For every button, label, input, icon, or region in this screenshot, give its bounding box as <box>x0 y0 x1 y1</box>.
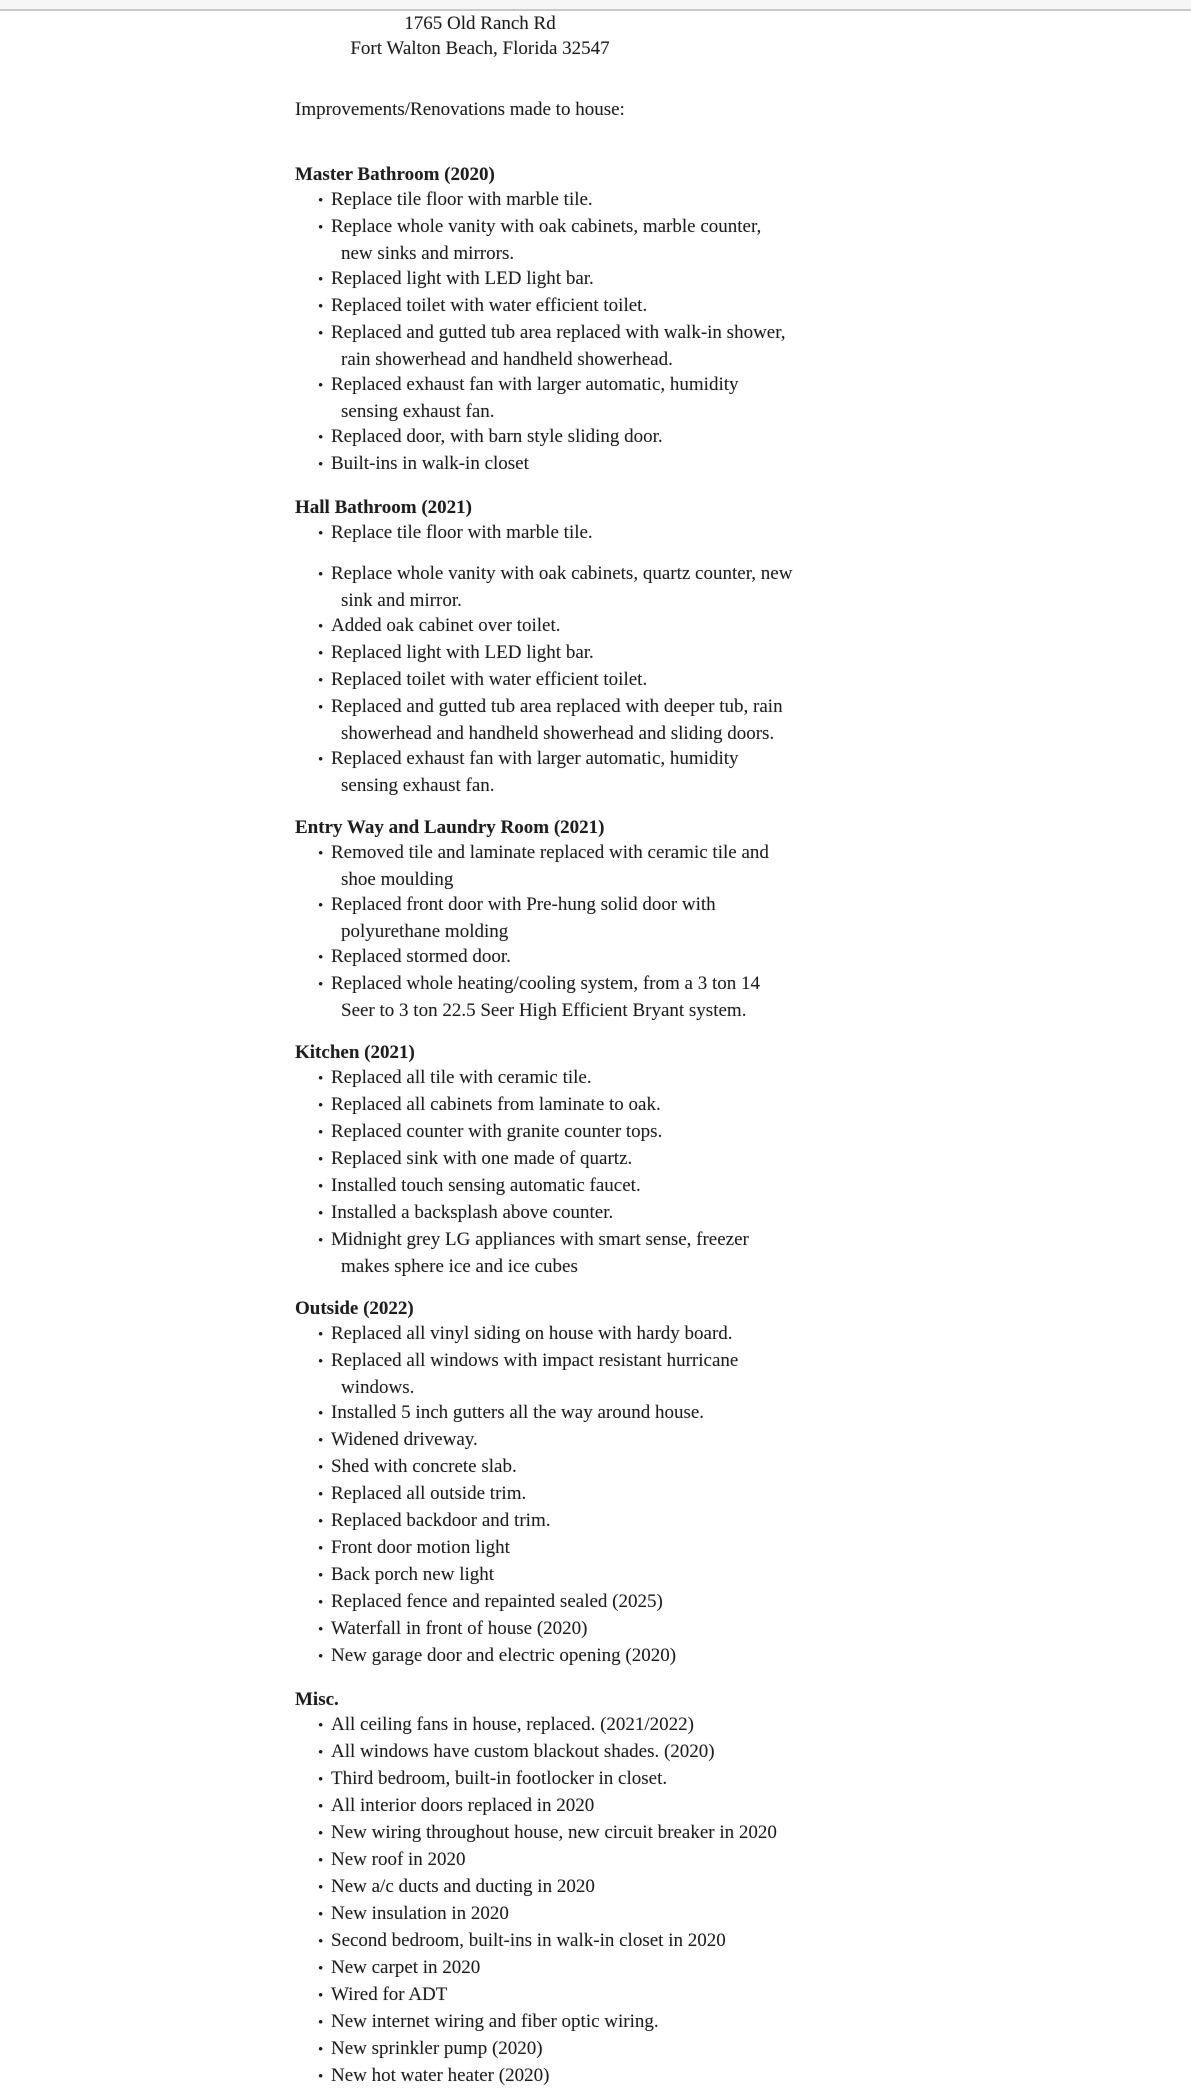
bullet-line <box>318 1847 1191 1874</box>
bullet-icon: • <box>318 1233 324 1249</box>
bullet-text: Wired for ADT <box>331 1984 448 2005</box>
bullet-continuation-line: windows. <box>341 1377 415 1398</box>
bullet-icon: • <box>318 2015 324 2031</box>
bullet-line <box>318 1793 1191 1820</box>
bullet-line <box>318 2009 1191 2036</box>
bullet-line <box>318 1874 1191 1901</box>
bullet-icon: • <box>318 646 324 662</box>
bullet-line <box>318 1562 1191 1589</box>
address-line-1: 1765 Old Ranch Rd <box>404 13 556 34</box>
bullet-icon: • <box>318 1649 324 1665</box>
bullet-line <box>318 640 1191 667</box>
bullet-icon: • <box>318 220 324 236</box>
bullet-line <box>318 1508 1191 1535</box>
bullet-line <box>318 1065 1191 1092</box>
bullet-line <box>318 1901 1191 1928</box>
bullet-text: New garage door and electric opening (2020) <box>331 1645 677 1666</box>
bullet-continuation-line: rain showerhead and handheld showerhead. <box>341 349 673 370</box>
bullet-line <box>318 372 1191 399</box>
bullet-icon: • <box>318 1327 324 1343</box>
bullet-icon: • <box>318 1179 324 1195</box>
document-page <box>0 11 1191 2090</box>
bullet-icon: • <box>318 619 324 635</box>
bullet-icon: • <box>318 977 324 993</box>
bullet-text: Replaced exhaust fan with larger automatic, humidity <box>331 374 739 395</box>
bullet-line <box>318 1119 1191 1146</box>
bullet-text: New wiring throughout house, new circuit breaker in 2020 <box>331 1822 777 1843</box>
bullet-icon: • <box>318 1071 324 1087</box>
bullet-line <box>318 1227 1191 1254</box>
bullet-icon: • <box>318 1961 324 1977</box>
bullet-text: Replaced whole heating/cooling system, from a 3 ton 14 <box>331 973 760 994</box>
bullet-line <box>318 451 1191 478</box>
bullet-text: Waterfall in front of house (2020) <box>331 1618 588 1639</box>
bullet-icon: • <box>318 2069 324 2085</box>
bullet-continuation-line: new sinks and mirrors. <box>341 243 515 264</box>
bullet-text: Replaced counter with granite counter tops. <box>331 1121 663 1142</box>
bullet-icon: • <box>318 430 324 446</box>
bullet-icon: • <box>318 752 324 768</box>
bullet-icon: • <box>318 272 324 288</box>
bullet-line <box>318 840 1191 867</box>
bullet-line <box>318 1348 1191 1375</box>
bullet-line <box>318 1820 1191 1847</box>
bullet-icon: • <box>318 2042 324 2058</box>
bullet-icon: • <box>318 846 324 862</box>
bullet-line <box>318 520 1191 547</box>
bullet-icon: • <box>318 1622 324 1638</box>
bullet-continuation-line: makes sphere ice and ice cubes <box>341 1256 578 1277</box>
bullet-text: Replaced backdoor and trim. <box>331 1510 551 1531</box>
bullet-icon: • <box>318 1460 324 1476</box>
bullet-line <box>318 1982 1191 2009</box>
section-heading: Kitchen (2021) <box>295 1042 415 1063</box>
bullet-icon: • <box>318 1568 324 1584</box>
bullet-icon: • <box>318 1826 324 1842</box>
address-line-2: Fort Walton Beach, Florida 32547 <box>350 38 610 59</box>
bullet-line <box>318 2063 1191 2090</box>
section-heading: Outside (2022) <box>295 1298 414 1319</box>
bullet-line <box>318 1454 1191 1481</box>
bullet-line <box>318 266 1191 293</box>
bullet-icon: • <box>318 1541 324 1557</box>
bullet-line <box>318 667 1191 694</box>
bullet-text: Replace tile floor with marble tile. <box>331 189 593 210</box>
bullet-icon: • <box>318 673 324 689</box>
bullet-icon: • <box>318 1406 324 1422</box>
bullet-icon: • <box>318 1880 324 1896</box>
bullet-text: Replaced exhaust fan with larger automatic, humidity <box>331 748 739 769</box>
bullet-text: Back porch new light <box>331 1564 495 1585</box>
bullet-text: Replaced front door with Pre-hung solid door with <box>331 894 716 915</box>
bullet-icon: • <box>318 1907 324 1923</box>
bullet-text: New a/c ducts and ducting in 2020 <box>331 1876 595 1897</box>
bullet-text: Replaced stormed door. <box>331 946 511 967</box>
bullet-line <box>318 1321 1191 1348</box>
bullet-text: Replaced all tile with ceramic tile. <box>331 1067 592 1088</box>
bullet-line <box>318 424 1191 451</box>
bullet-text: Replace tile floor with marble tile. <box>331 522 593 543</box>
bullet-icon: • <box>318 526 324 542</box>
bullet-line <box>318 1766 1191 1793</box>
bullet-line <box>318 1928 1191 1955</box>
section <box>0 1687 1191 2090</box>
bullet-line <box>318 1643 1191 1670</box>
bullet-line <box>318 1400 1191 1427</box>
bullet-icon: • <box>318 1354 324 1370</box>
bullet-icon: • <box>318 1152 324 1168</box>
bullet-text: Replace whole vanity with oak cabinets, marble counter, <box>331 216 762 237</box>
bullet-icon: • <box>318 1098 324 1114</box>
bullet-icon: • <box>318 567 324 583</box>
bullet-line <box>318 2036 1191 2063</box>
section-heading: Master Bathroom (2020) <box>295 164 495 185</box>
bullet-line <box>318 561 1191 588</box>
bullet-text: New internet wiring and fiber optic wiring. <box>331 2011 659 2032</box>
bullet-icon: • <box>318 1772 324 1788</box>
bullet-line <box>318 1173 1191 1200</box>
document-title: Improvements/Renovations made to house: <box>295 99 625 120</box>
bullet-icon: • <box>318 1433 324 1449</box>
bullet-text: New sprinkler pump (2020) <box>331 2038 543 2059</box>
bullet-text: New carpet in 2020 <box>331 1957 481 1978</box>
bullet-line <box>318 892 1191 919</box>
bullet-line <box>318 1535 1191 1562</box>
bullet-text: Installed touch sensing automatic faucet. <box>331 1175 641 1196</box>
bullet-icon: • <box>318 1853 324 1869</box>
bullet-text: Replaced all windows with impact resistant hurricane <box>331 1350 739 1371</box>
bullet-text: Replaced all vinyl siding on house with hardy board. <box>331 1323 733 1344</box>
bullet-line <box>318 1092 1191 1119</box>
bullet-icon: • <box>318 1206 324 1222</box>
bullet-line <box>318 214 1191 241</box>
bullet-continuation-line: sensing exhaust fan. <box>341 775 495 796</box>
app-chrome-bar <box>0 0 1191 11</box>
bullet-continuation-line: shoe moulding <box>341 869 454 890</box>
bullet-icon: • <box>318 378 324 394</box>
sections-container <box>0 162 1191 2090</box>
property-address <box>0 11 960 61</box>
bullet-continuation-line: polyurethane molding <box>341 921 509 942</box>
bullet-icon: • <box>318 1718 324 1734</box>
bullet-text: New roof in 2020 <box>331 1849 466 1870</box>
bullet-icon: • <box>318 1595 324 1611</box>
bullet-text: Replaced and gutted tub area replaced with walk-in shower, <box>331 322 786 343</box>
bullet-continuation-line: sensing exhaust fan. <box>341 401 495 422</box>
bullet-text: Installed a backsplash above counter. <box>331 1202 614 1223</box>
bullet-icon: • <box>318 1745 324 1761</box>
bullet-icon: • <box>318 898 324 914</box>
bullet-text: All ceiling fans in house, replaced. (2021/2022) <box>331 1714 695 1735</box>
bullet-line <box>318 293 1191 320</box>
bullet-line <box>318 187 1191 214</box>
bullet-line <box>318 694 1191 721</box>
bullet-text: Widened driveway. <box>331 1429 478 1450</box>
bullet-icon: • <box>318 1799 324 1815</box>
bullet-text: Replaced toilet with water efficient toilet. <box>331 295 648 316</box>
bullet-text: New insulation in 2020 <box>331 1903 509 1924</box>
section <box>0 1040 1191 1279</box>
bullet-text: Removed tile and laminate replaced with ceramic tile and <box>331 842 769 863</box>
bullet-text: Front door motion light <box>331 1537 510 1558</box>
bullet-icon: • <box>318 457 324 473</box>
bullet-line <box>318 613 1191 640</box>
bullet-continuation-line: sink and mirror. <box>341 590 462 611</box>
bullet-continuation-line: showerhead and handheld showerhead and sliding doors. <box>341 723 775 744</box>
bullet-text: Third bedroom, built-in footlocker in closet. <box>331 1768 668 1789</box>
section-heading: Hall Bathroom (2021) <box>295 497 472 518</box>
bullet-icon: • <box>318 326 324 342</box>
bullet-text: All windows have custom blackout shades. (2020) <box>331 1741 715 1762</box>
bullet-text: Replaced light with LED light bar. <box>331 268 594 289</box>
bullet-text: Replace whole vanity with oak cabinets, quartz counter, new <box>331 563 793 584</box>
section-heading: Entry Way and Laundry Room (2021) <box>295 817 605 838</box>
bullet-text: Replaced toilet with water efficient toilet. <box>331 669 648 690</box>
bullet-line <box>318 1200 1191 1227</box>
section-heading: Misc. <box>295 1689 339 1710</box>
bullet-line <box>318 1589 1191 1616</box>
bullet-line <box>318 1146 1191 1173</box>
bullet-icon: • <box>318 193 324 209</box>
bullet-icon: • <box>318 1934 324 1950</box>
bullet-text: Added oak cabinet over toilet. <box>331 615 561 636</box>
bullet-line <box>318 320 1191 347</box>
bullet-icon: • <box>318 1988 324 2004</box>
bullet-text: All interior doors replaced in 2020 <box>331 1795 595 1816</box>
bullet-icon: • <box>318 700 324 716</box>
bullet-line <box>318 1481 1191 1508</box>
bullet-icon: • <box>318 950 324 966</box>
bullet-text: Replaced fence and repainted sealed (2025) <box>331 1591 663 1612</box>
bullet-line <box>318 1739 1191 1766</box>
bullet-line <box>318 1616 1191 1643</box>
bullet-text: Replaced light with LED light bar. <box>331 642 594 663</box>
section <box>0 162 1191 478</box>
section <box>0 495 1191 798</box>
section <box>0 1296 1191 1670</box>
bullet-icon: • <box>318 1125 324 1141</box>
bullet-icon: • <box>318 1487 324 1503</box>
bullet-continuation-line: Seer to 3 ton 22.5 Seer High Efficient Bryant system. <box>341 1000 747 1021</box>
bullet-text: Replaced door, with barn style sliding door. <box>331 426 663 447</box>
bullet-line <box>318 1427 1191 1454</box>
bullet-text: Built-ins in walk-in closet <box>331 453 529 474</box>
bullet-line <box>318 1955 1191 1982</box>
bullet-text: Installed 5 inch gutters all the way around house. <box>331 1402 705 1423</box>
bullet-text: Replaced sink with one made of quartz. <box>331 1148 633 1169</box>
section <box>0 815 1191 1023</box>
bullet-text: Midnight grey LG appliances with smart sense, freezer <box>331 1229 749 1250</box>
bullet-line <box>318 944 1191 971</box>
bullet-line <box>318 1712 1191 1739</box>
bullet-text: Replaced all outside trim. <box>331 1483 527 1504</box>
bullet-text: Shed with concrete slab. <box>331 1456 517 1477</box>
bullet-icon: • <box>318 299 324 315</box>
bullet-text: Second bedroom, built-ins in walk-in closet in 2020 <box>331 1930 726 1951</box>
bullet-text: Replaced and gutted tub area replaced with deeper tub, rain <box>331 696 783 717</box>
bullet-text: Replaced all cabinets from laminate to oak. <box>331 1094 661 1115</box>
bullet-line <box>318 746 1191 773</box>
bullet-text: New hot water heater (2020) <box>331 2065 550 2086</box>
bullet-icon: • <box>318 1514 324 1530</box>
bullet-line <box>318 971 1191 998</box>
